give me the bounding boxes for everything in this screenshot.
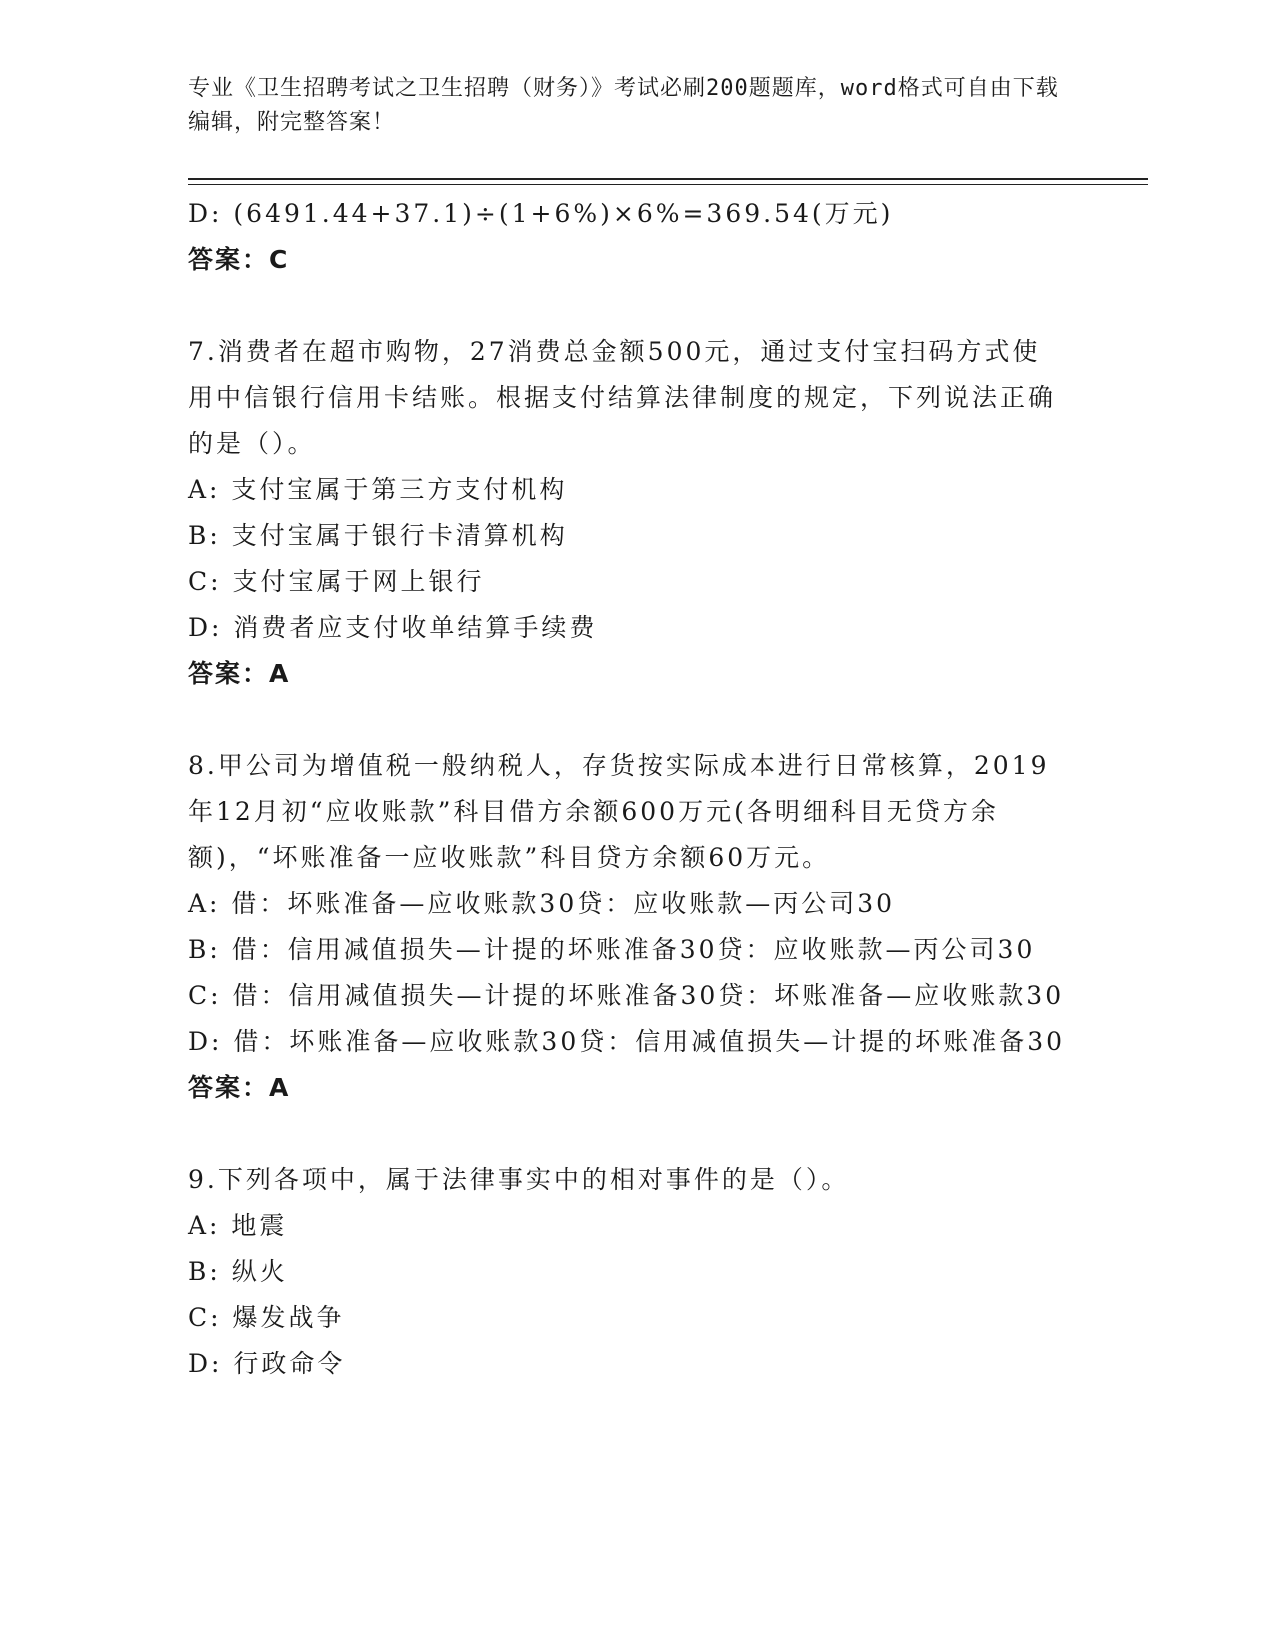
answer-line: 答案：A <box>188 1073 291 1102</box>
option-c: C: 支付宝属于网上银行 <box>188 567 485 596</box>
question-content <box>188 191 1068 1387</box>
option-d: D: 借：坏账准备—应收账款30贷：信用减值损失—计提的坏账准备30 <box>188 1027 1066 1056</box>
option-b: B: 支付宝属于银行卡清算机构 <box>188 521 568 550</box>
option-b: B: 纵火 <box>188 1257 288 1286</box>
option-d-fragment: D: (6491.44+37.1)÷(1+6%)×6%=369.54(万元) <box>188 199 894 228</box>
question-stem-9: 9.下列各项中，属于法律事实中的相对事件的是（）。 <box>188 1165 850 1194</box>
question-stem-8: 8.甲公司为增值税一般纳税人，存货按实际成本进行日常核算，2019年12月初“应收账款”科目借方余额600万元(各明细科目无贷方余额)，“坏账准备一应收账款”科目贷方余额60万元。 <box>188 751 1050 872</box>
option-d: D: 行政命令 <box>188 1349 346 1378</box>
question-stem-7: 7.消费者在超市购物，27消费总金额500元，通过支付宝扫码方式使用中信银行信用卡结账。根据支付结算法律制度的规定，下列说法正确的是（）。 <box>188 337 1057 458</box>
option-d: D: 消费者应支付收单结算手续费 <box>188 613 598 642</box>
answer-line: 答案：C <box>188 245 290 274</box>
spacer <box>188 283 1068 329</box>
header-rule-thin <box>188 184 1148 185</box>
option-a: A: 支付宝属于第三方支付机构 <box>188 475 568 504</box>
option-c: C: 借：信用减值损失—计提的坏账准备30贷：坏账准备—应收账款30 <box>188 981 1065 1010</box>
option-a: A: 借：坏账准备—应收账款30贷：应收账款—丙公司30 <box>188 889 896 918</box>
spacer <box>188 697 1068 743</box>
option-a: A: 地震 <box>188 1211 288 1240</box>
header-rule-thick <box>188 178 1148 180</box>
option-c: C: 爆发战争 <box>188 1303 345 1332</box>
answer-line: 答案：A <box>188 659 291 688</box>
spacer <box>188 1111 1068 1157</box>
page-header: 专业《卫生招聘考试之卫生招聘（财务）》考试必刷200题题库，word格式可自由下载编辑，附完整答案！ <box>188 76 1059 135</box>
option-b: B: 借：信用减值损失—计提的坏账准备30贷：应收账款—丙公司30 <box>188 935 1036 964</box>
